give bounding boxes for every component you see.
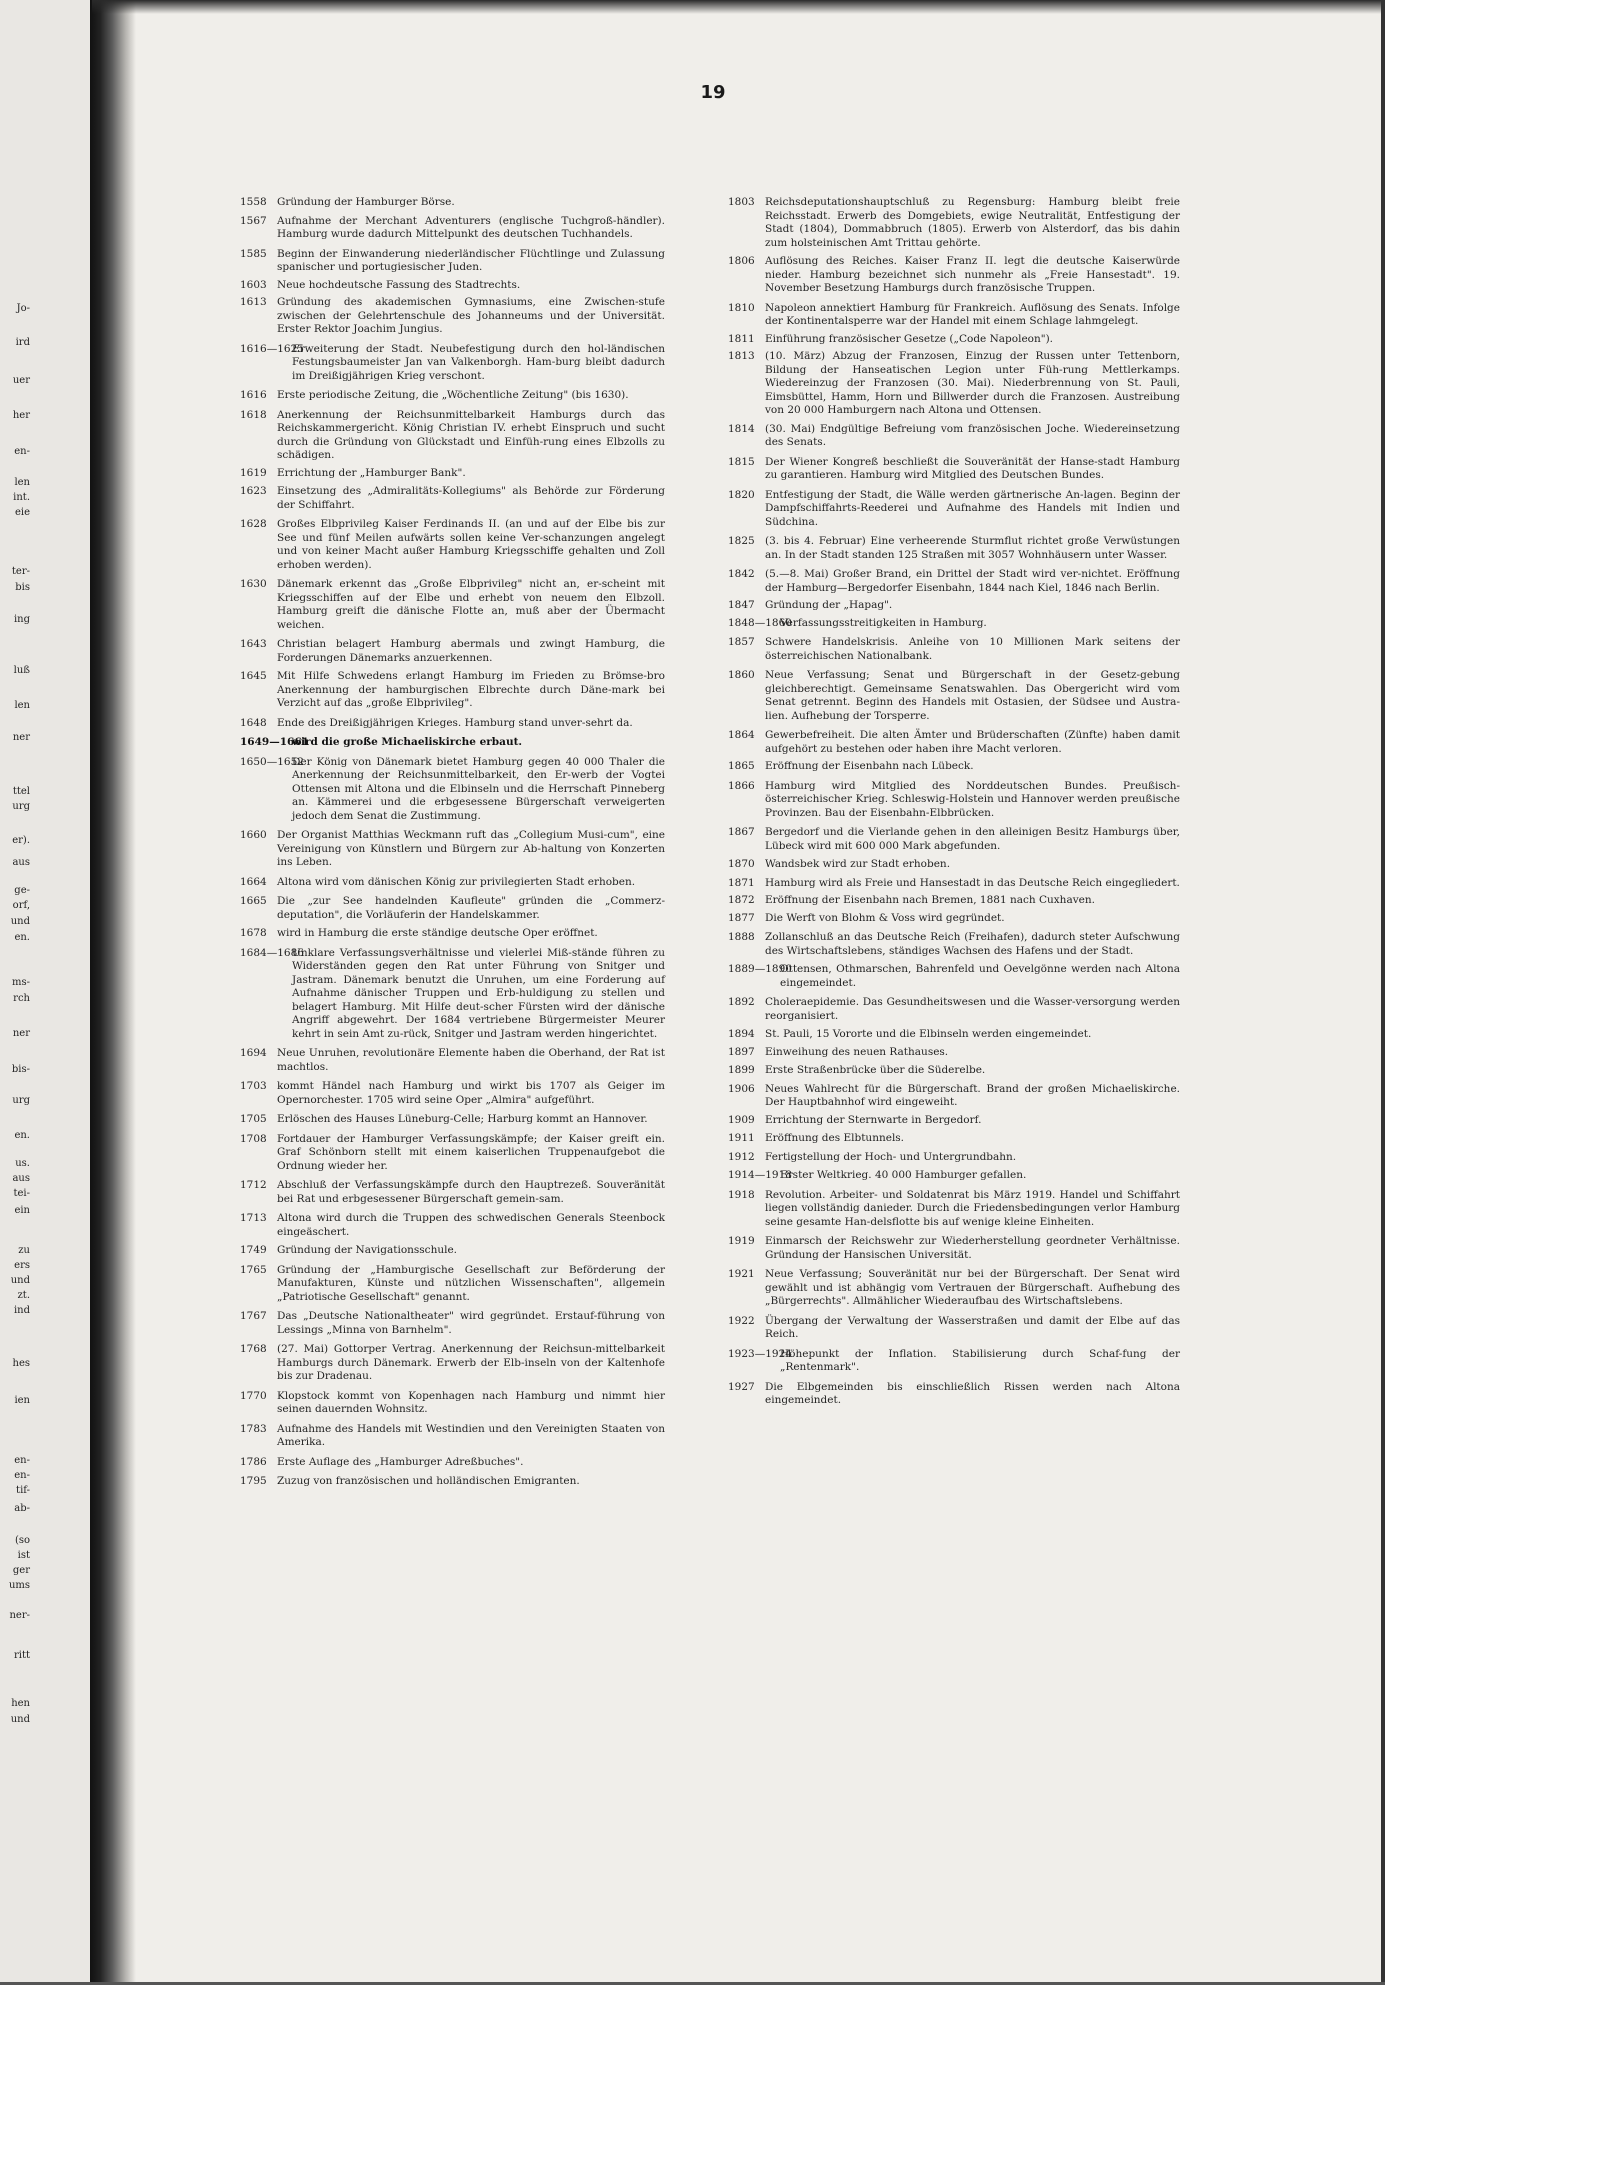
chronology-entry: [728, 894, 1180, 908]
entry-year: 1585: [240, 247, 267, 260]
chronology-entry: [728, 877, 1180, 891]
chronology-entry: [240, 1080, 665, 1107]
chronology-entry: [240, 736, 665, 750]
chronology-entry: [240, 829, 665, 870]
entry-year: 1678: [240, 927, 267, 939]
entry-text: Napoleon annektiert Hamburg für Frankreich. Auflösung des Senats. Infolge der Kontinentalsperre war der Handel mit einem Schlage lahmgelegt.: [765, 301, 1180, 327]
chronology-entry: [240, 1343, 665, 1384]
chronology-entry: [728, 568, 1180, 595]
margin-fragment: bis: [15, 582, 30, 593]
chronology-entry: [240, 296, 665, 337]
entry-year: 1645: [240, 670, 267, 682]
entry-text: Christian belagert Hamburg abermals und zwingt Hamburg, die Forderungen Dänemarks anzuerkennen.: [277, 638, 665, 664]
entry-year: 1888: [728, 931, 755, 943]
chronology-entry: [728, 535, 1180, 562]
chronology-entry: [240, 1456, 665, 1470]
entry-text: Erster Weltkrieg. 40 000 Hamburger gefallen.: [780, 1169, 1027, 1181]
entry-year: 1660: [240, 829, 267, 841]
chronology-column-left: [240, 191, 665, 1489]
entry-text: Einweihung des neuen Rathauses.: [765, 1045, 949, 1058]
entry-year: 1558: [240, 196, 267, 208]
entry-text: Verfassungsstreitigkeiten in Hamburg.: [780, 616, 987, 629]
entry-year: 1767: [240, 1310, 267, 1322]
margin-fragment: orf,: [12, 900, 30, 911]
entry-text: Erweiterung der Stadt. Neubefestigung durch den hol-ländischen Festungsbaumeister Jan van Valkenborgh. Ham-burg bleibt dadurch im Dreißigjährigen Krieg verschont.: [292, 342, 665, 382]
margin-fragment: ab-: [14, 1503, 30, 1514]
margin-fragment: urg: [12, 801, 30, 812]
margin-fragment: en-: [14, 446, 30, 457]
chronology-entry: [728, 729, 1180, 756]
entry-text: Die „zur See handelnden Kaufleute" gründen die „Commerz-deputation", die Vorläuferin der Handelskammer.: [277, 895, 665, 921]
chronology-entry: [240, 279, 665, 293]
chronology-entry: [728, 1083, 1180, 1110]
margin-fragment: er).: [12, 835, 30, 846]
entry-text: Zuzug von französischen und holländischen Emigranten.: [277, 1475, 580, 1487]
entry-text: Neue hochdeutsche Fassung des Stadtrechts.: [277, 278, 521, 291]
entry-year: 1848—1860: [728, 616, 792, 629]
margin-fragment: ums: [8, 1580, 30, 1591]
entry-year: 1648: [240, 716, 267, 729]
entry-year: 1860: [728, 669, 755, 681]
margin-fragment: us.: [15, 1158, 30, 1169]
chronology-entry: [728, 1064, 1180, 1078]
chronology-entry: [240, 467, 665, 481]
entry-year: 1806: [728, 255, 755, 267]
entry-year: 1770: [240, 1389, 267, 1402]
entry-year: 1870: [728, 858, 755, 870]
entry-text: Entfestigung der Stadt, die Wälle werden gärtnerische An-lagen. Beginn der Dampfschiffahrts-Reederei und Aufnahme des Handels mit Indien und Südchina.: [765, 488, 1180, 528]
entry-text: (3. bis 4. Februar) Eine verheerende Sturmflut richtet große Verwüstungen an. In der Stadt standen 125 Straßen mit 3057 Wohnhäusern unter Wasser.: [765, 535, 1180, 561]
chronology-entry: [240, 1475, 665, 1489]
margin-fragment: hen: [11, 1698, 30, 1709]
entry-text: Choleraepidemie. Das Gesundheitswesen und die Wasser-versorgung werden reorganisiert.: [765, 996, 1180, 1022]
entry-text: Errichtung der Sternwarte in Bergedorf.: [765, 1113, 982, 1126]
entry-year: 1866: [728, 779, 755, 792]
entry-text: (30. Mai) Endgültige Befreiung vom französischen Joche. Wiedereinsetzung des Senats.: [765, 422, 1180, 448]
entry-year: 1923—1924: [728, 1347, 792, 1360]
entry-year: 1684—1686: [240, 946, 304, 959]
entry-year: 1847: [728, 599, 755, 611]
margin-fragment: bis-: [11, 1064, 30, 1075]
entry-text: Gründung der Hamburger Börse.: [277, 196, 455, 208]
entry-year: 1918: [728, 1188, 755, 1201]
margin-fragment: ing: [13, 614, 30, 625]
page-right-edge: [1381, 0, 1385, 1985]
margin-fragment: ien: [14, 1395, 30, 1406]
chronology-entry: [728, 780, 1180, 821]
entry-year: 1906: [728, 1082, 755, 1095]
entry-text: Übergang der Verwaltung der Wasserstraßen und damit der Elbe auf das Reich.: [765, 1314, 1180, 1340]
chronology-entry: [728, 669, 1180, 723]
entry-year: 1630: [240, 578, 267, 590]
margin-fragment: Jo-: [16, 303, 30, 314]
margin-fragment: en.: [14, 1130, 30, 1141]
margin-fragment: (so: [14, 1535, 30, 1546]
entry-year: 1865: [728, 760, 755, 772]
chronology-entry: [728, 423, 1180, 450]
entry-year: 1892: [728, 996, 755, 1008]
entry-year: 1803: [728, 196, 755, 208]
entry-year: 1603: [240, 278, 267, 291]
entry-year: 1650—1652: [240, 755, 304, 768]
entry-text: Einsetzung des „Admiralitäts-Kollegiums" als Behörde zur Förderung der Schiffahrt.: [277, 485, 665, 511]
chronology-entry: [728, 1268, 1180, 1309]
margin-fragment: ind: [13, 1305, 30, 1316]
entry-text: Gründung der Navigationsschule.: [277, 1244, 458, 1256]
page-bottom-edge: [0, 1982, 1385, 1985]
entry-year: 1768: [240, 1343, 267, 1355]
chronology-entry: [240, 343, 665, 384]
chronology-entry: [240, 1264, 665, 1305]
chronology-entry: [240, 578, 665, 632]
chronology-column-right: [728, 191, 1180, 1408]
entry-text: Eröffnung der Eisenbahn nach Lübeck.: [765, 760, 974, 772]
entry-year: 1783: [240, 1422, 267, 1435]
margin-fragment: ist: [17, 1550, 30, 1561]
entry-year: 1786: [240, 1455, 267, 1468]
margin-fragment: urg: [12, 1095, 30, 1106]
chronology-entry: [728, 1114, 1180, 1128]
entry-text: Einmarsch der Reichswehr zur Wiederherstellung geordneter Verhältnisse. Gründung der Hansischen Universität.: [765, 1235, 1180, 1261]
margin-fragment: aus: [12, 857, 30, 868]
chronology-entry: [240, 1179, 665, 1206]
top-edge-shadow: [92, 0, 1385, 14]
entry-year: 1613: [240, 296, 267, 308]
chronology-entry: [240, 1047, 665, 1074]
chronology-entry: [240, 1133, 665, 1174]
book-spine-shadow: [90, 0, 136, 1985]
chronology-entry: [240, 947, 665, 1042]
entry-year: 1694: [240, 1047, 267, 1059]
entry-text: Ottensen, Othmarschen, Bahrenfeld und Oevelgönne werden nach Altona eingemeindet.: [780, 963, 1180, 989]
entry-text: Höhepunkt der Inflation. Stabilisierung durch Schaf-fung der „Rentenmark".: [780, 1347, 1180, 1373]
entry-year: 1664: [240, 875, 267, 888]
chronology-entry: [728, 302, 1180, 329]
entry-text: Unklare Verfassungsverhältnisse und vielerlei Miß-stände führen zu Widerständen gegen den Rat unter Führung von Snitger und Jastram. Dänemark benutzt die Unruhen, um eine Forderung auf Aufnahme dänischer Truppen und Erb-huldigung zu stellen und belagert Hamburg. Mit Hilfe deut-scher Fürsten wird der dänische Angriff abgewehrt. Der 1684 vertriebene Bürgermeister Meurer kehrt in sein Amt zu-rück, Snitger und Jastram werden hingerichtet.: [292, 946, 665, 1040]
entry-text: Errichtung der „Hamburger Bank".: [277, 466, 466, 479]
entry-text: Eröffnung der Eisenbahn nach Bremen, 1881 nach Cuxhaven.: [765, 894, 1095, 906]
margin-fragment: ner-: [9, 1610, 30, 1621]
entry-text: Eröffnung des Elbtunnels.: [765, 1132, 905, 1144]
entry-year: 1813: [728, 350, 755, 362]
chronology-entry: [240, 248, 665, 275]
margin-fragments: [0, 0, 30, 1985]
entry-text: wird in Hamburg die erste ständige deutsche Oper eröffnet.: [277, 927, 598, 939]
entry-year: 1872: [728, 894, 755, 906]
entry-text: Die Werft von Blohm & Voss wird gegründet.: [765, 911, 1005, 924]
entry-text: Reichsdeputationshauptschluß zu Regensburg: Hamburg bleibt freie Reichsstadt. Erwerb des Domgebiets, ewige Neutralität, Entfestigung der Stadt (1804), Dommabbruch (1805). Erwerb von Alsterdorf, das bis dahin zum holsteinischen Amt Trittau gehörte.: [765, 196, 1180, 249]
chronology-entry: [728, 858, 1180, 872]
entry-text: Beginn der Einwanderung niederländischer Flüchtlinge und Zulassung spanischer und portugiesischer Juden.: [277, 247, 665, 273]
entry-year: 1889—1890: [728, 963, 792, 975]
entry-year: 1810: [728, 301, 755, 314]
entry-text: Großes Elbprivileg Kaiser Ferdinands II. (an und auf der Elbe bis zur See und fünf Meilen aufwärts sollen keine Ver-schanzungen angelegt und von keiner Macht außer Hamburg Kriegsschiffe gehalten und Zoll erhoben werden).: [277, 518, 665, 571]
margin-fragment: ge-: [14, 885, 30, 896]
chronology-entry: [728, 196, 1180, 250]
margin-fragment: ein: [14, 1205, 30, 1216]
margin-fragment: zu: [18, 1245, 30, 1256]
margin-fragment: ers: [14, 1260, 30, 1271]
chronology-entry: [240, 196, 665, 210]
entry-year: 1628: [240, 518, 267, 530]
entry-text: Der König von Dänemark bietet Hamburg gegen 40 000 Thaler die Anerkennung der Reichsunmittelbarkeit, den Er-werb der Vogtei Ottensen mit Altona und die Elbinseln und die Herrschaft Pinneberg an. Kämmerei und die erbgesessene Bürgerschaft verweigerten jedoch dem Senat die Zustimmung.: [292, 755, 665, 822]
margin-fragment: rch: [13, 993, 30, 1004]
entry-year: 1708: [240, 1132, 267, 1145]
entry-text: Einführung französischer Gesetze („Code Napoleon").: [765, 332, 1054, 345]
entry-year: 1921: [728, 1268, 755, 1280]
entry-year: 1927: [728, 1380, 755, 1393]
entry-text: (5.—8. Mai) Großer Brand, ein Drittel der Stadt wird ver-nichtet. Eröffnung der Hamburg—Bergedorfer Eisenbahn, 1844 nach Kiel, 1846 nach Berlin.: [765, 568, 1180, 594]
entry-text: St. Pauli, 15 Vororte und die Elbinseln werden eingemeindet.: [765, 1028, 1092, 1040]
entry-text: Hamburg wird Mitglied des Norddeutschen Bundes. Preußisch-österreichischer Krieg. Schleswig-Holstein und Hannover werden preußische Provinzen. Bau der Eisenbahn-Elbbrücken.: [765, 779, 1180, 819]
chronology-entry: [240, 638, 665, 665]
entry-year: 1877: [728, 911, 755, 924]
chronology-entry: [240, 876, 665, 890]
chronology-entry: [240, 1390, 665, 1417]
chronology-entry: [240, 1113, 665, 1127]
entry-text: Erste periodische Zeitung, die „Wöchentliche Zeitung" (bis 1630).: [277, 389, 629, 401]
entry-text: Aufnahme des Handels mit Westindien und den Vereinigten Staaten von Amerika.: [277, 1422, 665, 1448]
margin-fragment: int.: [13, 492, 30, 503]
entry-text: Gewerbefreiheit. Die alten Ämter und Brüderschaften (Zünfte) haben damit aufgehört zu bestehen oder haben ihre Macht verloren.: [765, 729, 1180, 755]
chronology-entry: [240, 389, 665, 403]
entry-text: Neue Verfassung; Senat und Bürgerschaft in der Gesetz-gebung gleichberechtigt. Gemeinsame Senatswahlen. Das Obergericht wird vom Senat getrennt. Beginn des Handels mit Ostasien, der Südsee und Austra-lien. Aufhebung der Torsperre.: [765, 669, 1180, 722]
entry-year: 1618: [240, 408, 267, 421]
entry-year: 1567: [240, 214, 267, 227]
entry-year: 1871: [728, 876, 755, 889]
entry-year: 1643: [240, 638, 267, 650]
margin-fragment: luß: [13, 665, 30, 676]
chronology-entry: [728, 1169, 1180, 1183]
entry-year: 1897: [728, 1045, 755, 1058]
margin-fragment: en.: [14, 932, 30, 943]
entry-text: Abschluß der Verfassungskämpfe durch den Hauptrezeß. Souveränität bei Rat und erbgesessener Bürgerschaft gemein-sam.: [277, 1179, 665, 1205]
margin-fragment: zt.: [17, 1290, 30, 1301]
margin-fragment: aus: [12, 1173, 30, 1184]
entry-text: Anerkennung der Reichsunmittelbarkeit Hamburgs durch das Reichskammergericht. König Christian IV. erhebt Einspruch und sucht durch die Gründung von Glückstadt und Einfüh-rung eines Elbzolls zu schädigen.: [277, 408, 665, 461]
chronology-entry: [728, 1381, 1180, 1408]
entry-year: 1703: [240, 1080, 267, 1092]
margin-fragment: en-: [14, 1470, 30, 1481]
entry-year: 1665: [240, 895, 267, 907]
entry-text: (10. März) Abzug der Franzosen, Einzug der Russen unter Tettenborn, Bildung der Hanseatischen Legion unter Füh-rung Mettlerkamps. Wiedereinzug der Franzosen (30. Mai). Niederbrennung von St. Pauli, Eimsbüttel, Hamm, Horn und Billwerder durch die Franzosen. Austreibung von 20 000 Hamburgern nach Altona und Ottensen.: [765, 350, 1180, 416]
chronology-entry: [728, 1028, 1180, 1042]
chronology-entry: [240, 927, 665, 941]
entry-year: 1894: [728, 1028, 755, 1040]
entry-text: Neue Unruhen, revolutionäre Elemente haben die Oberhand, der Rat ist machtlos.: [277, 1047, 665, 1073]
chronology-entry: [728, 456, 1180, 483]
entry-text: Zollanschluß an das Deutsche Reich (Freihafen), dadurch steter Aufschwung des Wirtschaftslebens, ständiges Wachsen des Hafens und der Stadt.: [765, 931, 1180, 957]
entry-text: Die Elbgemeinden bis einschließlich Rissen werden nach Altona eingemeindet.: [765, 1380, 1180, 1406]
chronology-entry: [240, 1244, 665, 1258]
entry-text: Erste Straßenbrücke über die Süderelbe.: [765, 1064, 986, 1076]
chronology-entry: [240, 1423, 665, 1450]
margin-fragment: hes: [12, 1358, 30, 1369]
margin-fragment: ner: [12, 732, 30, 743]
margin-fragment: len: [14, 477, 30, 488]
entry-text: Hamburg wird als Freie und Hansestadt in das Deutsche Reich eingegliedert.: [765, 876, 1180, 889]
margin-fragment: ttel: [12, 786, 30, 797]
entry-year: 1825: [728, 535, 755, 547]
entry-year: 1705: [240, 1113, 267, 1125]
entry-text: kommt Händel nach Hamburg und wirkt bis 1707 als Geiger im Opernorchester. 1705 wird seine Oper „Almira" aufgeführt.: [277, 1080, 665, 1106]
chronology-entry: [728, 931, 1180, 958]
entry-text: Bergedorf und die Vierlande gehen in den alleinigen Besitz Hamburgs über, Lübeck wird mit 600 000 Mark abgefunden.: [765, 826, 1180, 852]
entry-year: 1867: [728, 826, 755, 838]
entry-text: Erste Auflage des „Hamburger Adreßbuches".: [277, 1455, 524, 1468]
entry-year: 1815: [728, 455, 755, 468]
entry-year: 1616—1625: [240, 342, 304, 355]
entry-year: 1899: [728, 1064, 755, 1076]
chronology-entry: [728, 1046, 1180, 1060]
chronology-entry: [728, 333, 1180, 347]
margin-fragment: her: [12, 410, 30, 421]
chronology-entry: [240, 670, 665, 711]
entry-text: Dänemark erkennt das „Große Elbprivileg" nicht an, er-scheint mit Kriegsschiffen auf der Elbe und erhebt von neuem den Elbzoll. Hamburg greift die dänische Flotte an, muß aber der Übermacht weichen.: [277, 578, 665, 631]
entry-text: Neue Verfassung; Souveränität nur bei der Bürgerschaft. Der Senat wird gewählt und ist abhängig vom Vertrauen der Bürgerschaft. Aufhebung des „Bürgerrechts". Allmählicher Wiederaufbau des Wirtschaftslebens.: [765, 1268, 1180, 1307]
chronology-entry: [728, 1132, 1180, 1146]
entry-text: Erlöschen des Hauses Lüneburg-Celle; Harburg kommt an Hannover.: [277, 1113, 648, 1125]
chronology-entry: [728, 912, 1180, 926]
chronology-entry: [240, 215, 665, 242]
page-number: 19: [700, 82, 726, 103]
chronology-entry: [728, 1151, 1180, 1165]
margin-fragment: tif-: [16, 1485, 30, 1496]
chronology-entry: [728, 760, 1180, 774]
entry-year: 1619: [240, 466, 267, 479]
entry-year: 1864: [728, 729, 755, 741]
chronology-entry: [728, 1348, 1180, 1375]
chronology-entry: [240, 485, 665, 512]
chronology-entry: [728, 996, 1180, 1023]
entry-year: 1616: [240, 389, 267, 401]
chronology-entry: [728, 1189, 1180, 1230]
entry-text: Fertigstellung der Hoch- und Untergrundbahn.: [765, 1150, 1017, 1163]
margin-fragment: eie: [14, 507, 30, 518]
entry-year: 1857: [728, 636, 755, 648]
entry-year: 1649—1661: [240, 736, 309, 748]
margin-fragment: en-: [14, 1455, 30, 1466]
chronology-entry: [728, 1315, 1180, 1342]
entry-text: Wandsbek wird zur Stadt erhoben.: [765, 858, 951, 870]
entry-year: 1911: [728, 1132, 755, 1144]
chronology-entry: [728, 826, 1180, 853]
entry-text: Gründung der „Hapag".: [765, 599, 893, 611]
entry-year: 1712: [240, 1179, 267, 1191]
entry-text: Gründung der „Hamburgische Gesellschaft zur Beförderung der Manufakturen, Künste und nützlichen Wissenschaften", allgemein „Patriotische Gesellschaft" genannt.: [277, 1263, 665, 1303]
entry-text: Aufnahme der Merchant Adventurers (englische Tuchgroß-händler). Hamburg wurde dadurch Mittelpunkt des deutschen Tuchhandels.: [277, 214, 665, 240]
entry-text: Revolution. Arbeiter- und Soldatenrat bis März 1919. Handel und Schiffahrt liegen vollständig danieder. Durch die Friedensbedingungen verlor Hamburg seine gesamte Han-delsflotte bis auf wenige kleine Einheiten.: [765, 1188, 1180, 1228]
entry-year: 1811: [728, 332, 755, 345]
entry-year: 1919: [728, 1235, 755, 1247]
margin-fragment: ger: [12, 1565, 30, 1576]
entry-text: wird die große Michaeliskirche erbaut.: [292, 736, 523, 748]
margin-fragment: tei-: [13, 1188, 30, 1199]
chronology-entry: [728, 1235, 1180, 1262]
entry-text: Das „Deutsche Nationaltheater" wird gegründet. Erstauf-führung von Lessings „Minna von Barnhelm".: [277, 1310, 665, 1336]
entry-year: 1842: [728, 568, 755, 580]
entry-year: 1713: [240, 1212, 267, 1224]
entry-year: 1814: [728, 422, 755, 435]
chronology-entry: [728, 489, 1180, 530]
entry-text: Altona wird vom dänischen König zur privilegierten Stadt erhoben.: [277, 875, 636, 888]
entry-year: 1795: [240, 1475, 267, 1487]
entry-year: 1820: [728, 488, 755, 501]
entry-text: Der Organist Matthias Weckmann ruft das „Collegium Musi-cum", eine Vereinigung von Künstlern und Bürgern zur Ab-haltung von Konzerten ins Leben.: [277, 829, 665, 868]
chronology-entry: [240, 409, 665, 463]
entry-text: Auflösung des Reiches. Kaiser Franz II. legt die deutsche Kaiserwürde nieder. Hamburg bezeichnet sich nunmehr als „Freie Hansestadt". 19. November Besetzung Hamburgs durch französische Truppen.: [765, 255, 1180, 294]
chronology-entry: [240, 756, 665, 824]
entry-text: Altona wird durch die Truppen des schwedischen Generals Steenbock eingeäschert.: [277, 1212, 665, 1238]
entry-year: 1912: [728, 1150, 755, 1163]
chronology-entry: [728, 599, 1180, 613]
entry-year: 1914—1918: [728, 1169, 792, 1181]
chronology-entry: [240, 518, 665, 572]
chronology-entry: [728, 350, 1180, 418]
entry-text: (27. Mai) Gottorper Vertrag. Anerkennung der Reichsun-mittelbarkeit Hamburgs durch Dänemark. Erwerb der Elb-inseln von der Kaltenhofe bis zur Dradenau.: [277, 1343, 665, 1382]
entry-text: Fortdauer der Hamburger Verfassungskämpfe; der Kaiser greift ein. Graf Schönborn stellt mit einem kaiserlichen Truppenaufgebot die Ordnung wieder her.: [277, 1132, 665, 1172]
entry-year: 1749: [240, 1244, 267, 1256]
chronology-entry: [240, 1212, 665, 1239]
entry-text: Neues Wahlrecht für die Bürgerschaft. Brand der großen Michaeliskirche. Der Hauptbahnhof wird eingeweiht.: [765, 1082, 1180, 1108]
adjacent-page-strip: [0, 0, 92, 1985]
chronology-entry: [728, 617, 1180, 631]
margin-fragment: ner: [12, 1028, 30, 1039]
entry-text: Der Wiener Kongreß beschließt die Souveränität der Hanse-stadt Hamburg zu garantieren. Hamburg wird Mitglied des Deutschen Bundes.: [765, 455, 1180, 481]
chronology-entry: [728, 963, 1180, 990]
chronology-entry: [240, 717, 665, 731]
margin-fragment: uer: [12, 375, 30, 386]
margin-fragment: und: [10, 916, 30, 927]
entry-text: Ende des Dreißigjährigen Krieges. Hamburg stand unver-sehrt da.: [277, 716, 633, 729]
chronology-entry: [728, 255, 1180, 296]
chronology-entry: [240, 1310, 665, 1337]
entry-text: Klopstock kommt von Kopenhagen nach Hamburg und nimmt hier seinen dauernden Wohnsitz.: [277, 1389, 665, 1415]
entry-text: Gründung des akademischen Gymnasiums, eine Zwischen-stufe zwischen der Gelehrtenschule des Johanneums und der Universität. Erster Rektor Joachim Jungius.: [277, 296, 665, 335]
entry-year: 1909: [728, 1113, 755, 1126]
entry-text: Schwere Handelskrisis. Anleihe von 10 Millionen Mark seitens der österreichischen Nationalbank.: [765, 636, 1180, 662]
entry-year: 1922: [728, 1314, 755, 1327]
margin-fragment: len: [14, 700, 30, 711]
margin-fragment: und: [10, 1714, 30, 1725]
chronology-entry: [240, 895, 665, 922]
margin-fragment: ird: [15, 337, 30, 348]
margin-fragment: und: [10, 1275, 30, 1286]
entry-year: 1623: [240, 485, 267, 497]
chronology-entry: [728, 636, 1180, 663]
margin-fragment: ter-: [11, 566, 30, 577]
margin-fragment: ritt: [13, 1650, 30, 1661]
margin-fragment: ms-: [12, 977, 30, 988]
entry-text: Mit Hilfe Schwedens erlangt Hamburg im Frieden zu Brömse-bro Anerkennung der hamburgischen Elbrechte durch Däne-mark bei Verzicht auf das „große Elbprivileg".: [277, 670, 665, 709]
entry-year: 1765: [240, 1263, 267, 1276]
